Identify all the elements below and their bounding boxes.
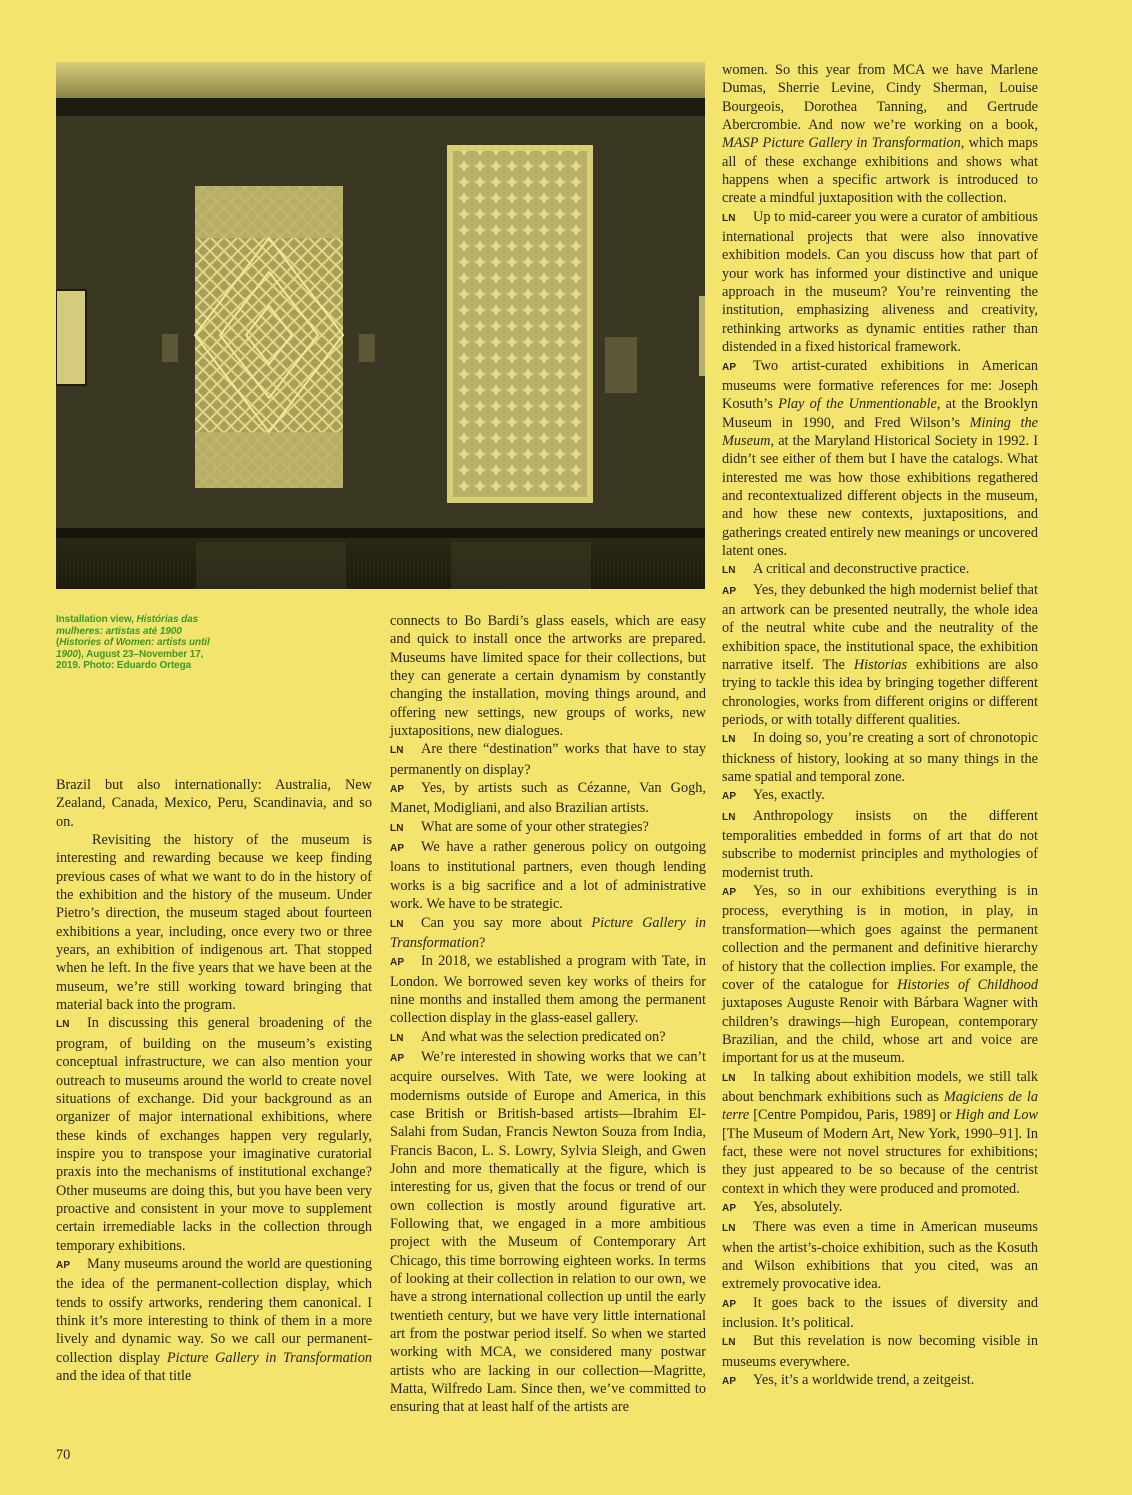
speaker-label: LN: [722, 1072, 736, 1084]
speaker-label: AP: [722, 585, 737, 597]
italic-title: Picture Gallery in Transformation: [390, 914, 706, 951]
interview-turn: [722, 1068, 1038, 1198]
caption-paren: (: [56, 637, 60, 648]
framed-drawing: [56, 290, 86, 385]
page-number: 70: [56, 1447, 71, 1463]
turn-text: [Centre Pompidou, Paris, 1989] or: [749, 1107, 956, 1124]
turn-text: In discussing this general broadening of the program, of building on the museum’s existing conceptual infrastructure, we can also mention your outreach to museums around the world to create novel situations of exchange. Did your background as an organizer of major international exhibitions, where these kinds of exchanges happen very regularly, inspire you to transpose your imaginative curatorial praxis into the mechanisms of institutional exchange? Other museums are doing this, but you have been very proactive and consistent in your move to supplement certain irremediable lacks in the collection through temporary exhibitions.: [56, 1015, 372, 1254]
turn-text: What are some of your other strategies?: [421, 818, 649, 835]
italic-title: Play of the Unmentionable: [778, 396, 937, 413]
italic-title: High and Low: [955, 1107, 1039, 1124]
speaker-label: LN: [722, 1223, 736, 1235]
turn-text: A critical and deconstructive practice.: [753, 561, 970, 578]
interview-turn: [722, 1218, 1038, 1293]
paragraph: connects to Bo Bardi’s glass easels, which are easy and quick to install once the artworks are prepared. Museums have limited space for their collections, but they can generate a certain dynamism by constantly changing the installation, moving things around, and offering new settings, new groups of works, new juxtapositions, new dialogues.: [390, 613, 706, 740]
speaker-label: LN: [722, 734, 736, 746]
interview-turn: [390, 1028, 706, 1048]
gallery-ceiling: [56, 62, 705, 98]
interview-turn: [722, 357, 1038, 561]
turn-text: Can you say more about: [421, 914, 592, 931]
turn-text: , at the Brooklyn Museum in 1990, and Fred Wilson’s: [722, 396, 1038, 431]
turn-text: Up to mid-career you were a curator of ambitious international projects that were also innovative exhibition models. Can you discuss how that part of your work has informed your distinctive and unique approach in the museum? You’re reinventing the institution, emphasizing aliveness and creativity, rethinking artworks as dynamic entities rather than distended in a fixed historical framework.: [722, 208, 1038, 356]
interview-turn: [722, 807, 1038, 882]
turn-text: We’re interested in showing works that we can’t acquire ourselves. With Tate, we were looking at modernisms outside of Europe and America, in this case British or British-based artists—Ibrahim El-Salahi from Sudan, Francis Newton Souza from India, Francis Bacon, L. S. Lowry, Sylvia Sleigh, and Gwen John and more thematically at the figure, which is interesting for us, given that the focus or trend of our own collection is mostly around figurative art. Following that, we engaged in a more ambitious project with the Museum of Contemporary Art Chicago, this time borrowing eighteen works. In terms of looking at their collection in relation to our own, we have a strong international collection up until the early twentieth century, but we have very little international art from the postwar period itself. So when we started working with MCA, we considered many postwar artists who are lacking in our collection—Magritte, Matta, Wilfredo Lam. Since then, we’ve committed to ensuring that at least half of the artists are: [390, 1048, 706, 1416]
interview-turn: [390, 838, 706, 913]
turn-text: Yes, so in our exhibitions everything is in process, everything is in motion, in play, in transformation—which goes against the permanent collection and the permanent and definitive hierarchy of history that the collection implies. For example, the cover of the catalogue for: [722, 883, 1038, 993]
turn-text: In talking about exhibition models, we still talk about benchmark exhibitions such as: [722, 1068, 1038, 1105]
interview-turn: [722, 1198, 1038, 1218]
interview-turn: [722, 1371, 1038, 1391]
speaker-label: AP: [390, 784, 405, 796]
turn-text: Yes, by artists such as Cézanne, Van Gogh, Manet, Modigliani, and also Brazilian artists.: [390, 780, 706, 817]
turn-text: Are there “destination” works that have to stay permanently on display?: [390, 741, 706, 778]
interview-turn: [722, 581, 1038, 730]
interview-turn: [722, 786, 1038, 806]
turn-text: Many museums around the world are questioning the idea of the permanent-collection display, which tends to ossify artworks, rendering them canonical. I think it’s more interesting to think of them in a more lively and dynamic way. So we call our permanent-collection display: [56, 1255, 372, 1366]
turn-text: exhibitions are also trying to tackle this idea by bringing together different chronologies, works from different origins or different periods, or with totally different qualities.: [722, 657, 1039, 729]
turn-text: There was even a time in American museums when the artist’s-choice exhibition, such as the Kosuth and Wilson exhibitions that you cited, was an extremely provocative idea.: [722, 1219, 1038, 1293]
paragraph: Brazil but also internationally: Australia, New Zealand, Canada, Mexico, Peru, Scandinavia, and so on.: [56, 777, 372, 830]
italic-title: Historias: [853, 657, 908, 673]
turn-text: , at the Maryland Historical Society in 1992. I didn’t see either of them but I have the catalogs. What interested me was how those exhibitions regathered and recontextualized different objects in the museum, and how these new contexts, juxtapositions, and gatherings created entirely new meanings or uncovered latent ones.: [722, 432, 1038, 559]
text-column-2: [390, 612, 706, 1417]
turn-text: And what was the selection predicated on?: [421, 1028, 666, 1045]
turn-text: [The Museum of Modern Art, New York, 1990–91]. In fact, these were not novel structures for exhibitions; they just appeared to be so because of the centrist context in which they were produced and promoted.: [722, 1125, 1038, 1197]
text-column-3: [722, 61, 1038, 1391]
turn-text: It goes back to the issues of diversity and inclusion. It’s political.: [722, 1294, 1038, 1332]
text-column-1: [56, 776, 372, 1385]
speaker-label: AP: [722, 1202, 737, 1214]
caption-title-portuguese: Histórias das mulheres: artistas até 1900: [56, 614, 199, 637]
interview-turn: [56, 1014, 372, 1254]
interview-turn: [56, 1255, 372, 1385]
caption-prefix: Installation view,: [56, 614, 137, 625]
italic-title: Picture Gallery in Transformation: [166, 1349, 372, 1366]
turn-text: juxtaposes Auguste Renoir with Bárbara Wagner with children’s drawings—high European, contemporary Brazilian, and the child, whose art and voice are important for us at the museum.: [722, 995, 1038, 1067]
italic-title: Magiciens de la terre: [722, 1088, 1038, 1124]
interview-turn: [390, 914, 706, 953]
italic-title: Histories of Childhood: [897, 976, 1038, 993]
interview-turn: [722, 1332, 1038, 1371]
speaker-label: AP: [722, 1298, 737, 1310]
interview-turn: [390, 1048, 706, 1417]
turn-text: and the idea of that title: [56, 1368, 192, 1384]
turn-text: Anthropology insists on the different temporalities embedded in forms of art that do not subscribe to modernist principles and mythologies of modernist truth.: [722, 807, 1038, 881]
gallery-photo-illustration: [56, 62, 705, 589]
speaker-label: LN: [722, 811, 736, 823]
turn-text: women. So this year from MCA we have Marlene Dumas, Sherrie Levine, Cindy Sherman, Louise Bourgeois, Dorothea Tanning, and Gertrude Abercrombie. And now we’re working on a book,: [722, 62, 1038, 134]
installation-photo: [56, 62, 705, 589]
speaker-label: AP: [722, 361, 737, 373]
interview-turn: [390, 740, 706, 779]
turn-text: In doing so, you’re creating a sort of chronotopic thickness of history, looking at so many things in the same spatial and temporal zone.: [722, 730, 1038, 786]
interview-turn: [722, 208, 1038, 357]
turn-text: Yes, they debunked the high modernist belief that an artwork can be presented neutrally, the whole idea of the neutral white cube and the neutrality of the exhibition space, the institutional space, the exhibition narrative itself. The: [722, 581, 1038, 673]
textile-star-quilt: [450, 148, 590, 500]
speaker-label: AP: [722, 1376, 737, 1388]
speaker-label: LN: [56, 1019, 70, 1031]
turn-text: But this revelation is now becoming visible in museums everywhere.: [722, 1333, 1038, 1370]
speaker-label: AP: [390, 843, 405, 855]
turn-text: Yes, it’s a worldwide trend, a zeitgeist.: [753, 1372, 975, 1389]
turn-text: , which maps all of these exchange exhibitions and shows what happens when a specific artwork is introduced to create a mindful juxtaposition with the collection.: [722, 135, 1038, 207]
speaker-label: LN: [390, 745, 404, 757]
speaker-label: AP: [390, 957, 405, 969]
interview-turn: [390, 779, 706, 818]
interview-turn: [390, 818, 706, 838]
floor-reflection-right: [451, 542, 591, 589]
speaker-label: AP: [722, 887, 737, 899]
paragraph: [722, 61, 1038, 208]
speaker-label: LN: [390, 822, 404, 834]
turn-text: Yes, exactly.: [753, 787, 825, 804]
speaker-label: LN: [722, 212, 736, 224]
speaker-label: LN: [722, 565, 736, 577]
italic-title: MASP Picture Gallery in Transformation: [722, 135, 961, 152]
paragraph: Revisiting the history of the museum is interesting and rewarding because we keep finding previous cases of what we want to do in the history of the exhibition and the history of the museum. Under Pietro’s direction, the museum staged about fourteen exhibitions a year, including, once every two or three years, an exhibition of indigenous art. That stopped when he left. In the five years that we have been at the museum, we’re still working toward bringing that material back into the program.: [56, 832, 372, 1014]
italic-title: Mining the Museum: [722, 414, 1038, 449]
caption-credit: ), August 23–November 17, 2019. Photo: Eduardo Ortega: [56, 648, 204, 671]
turn-text: Yes, absolutely.: [753, 1198, 843, 1215]
speaker-label: AP: [56, 1259, 71, 1271]
turn-text: In 2018, we established a program with Tate, in London. We borrowed seven key works of theirs for nine months and installed them among the permanent collection display in the glass-easel gallery.: [390, 953, 706, 1027]
photo-caption: [56, 614, 216, 672]
interview-turn: [722, 729, 1038, 786]
speaker-label: LN: [722, 1337, 736, 1349]
interview-turn: [722, 882, 1038, 1067]
turn-text: Two artist-curated exhibitions in American museums were formative references for me: Joseph Kosuth’s: [722, 357, 1038, 413]
gallery-wall: [56, 62, 705, 589]
interview-turn: [390, 952, 706, 1027]
turn-text: We have a rather generous policy on outgoing loans to institutional partners, even though lending works is a big sacrifice and a lot of administrative work. We have to be strategic.: [390, 839, 706, 913]
caption-title-english: Histories of Women: artists until 1900: [56, 637, 210, 660]
turn-text: ?: [479, 934, 486, 951]
interview-turn: [722, 560, 1038, 580]
floor-reflection-left: [196, 542, 346, 589]
speaker-label: LN: [390, 1032, 404, 1044]
speaker-label: AP: [390, 1052, 405, 1064]
speaker-label: AP: [722, 791, 737, 803]
interview-turn: [722, 1294, 1038, 1333]
speaker-label: LN: [390, 918, 404, 930]
